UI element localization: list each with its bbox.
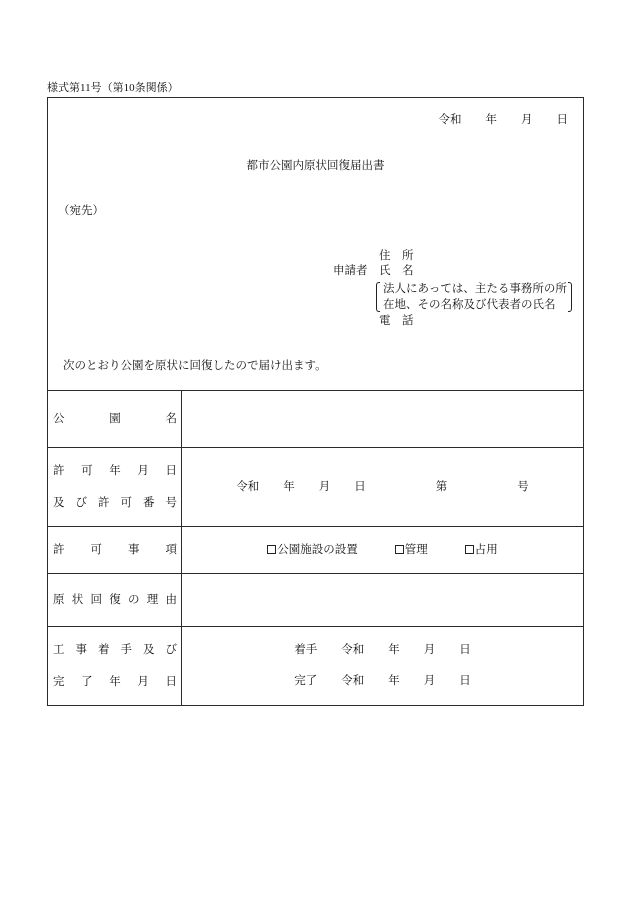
park-name-label-cell xyxy=(48,391,182,447)
construction-label-line-1: 工事着手及び xyxy=(53,644,177,656)
construction-completion-day-label: 日 xyxy=(459,675,471,687)
table-row-permit-matter xyxy=(48,527,583,574)
reason-label: 原状回復の理由 xyxy=(53,594,177,606)
construction-start-month-label: 月 xyxy=(423,644,436,656)
submission-date xyxy=(439,113,569,127)
construction-label-cell xyxy=(48,627,182,705)
construction-completion-year-label: 年 xyxy=(388,675,400,687)
construction-label-line-2: 完了年月日 xyxy=(53,676,177,688)
permit-label-line-1: 許可年月日 xyxy=(53,465,177,477)
construction-completion-label: 完了 xyxy=(294,675,318,687)
permit-number-suffix: 号 xyxy=(517,480,529,493)
date-day-label: 日 xyxy=(556,114,568,126)
checkbox-icon[interactable] xyxy=(395,545,404,554)
date-era: 令和 xyxy=(438,114,462,126)
table-row-permit xyxy=(48,448,583,527)
permit-matter-label-cell xyxy=(48,527,182,573)
option-occupancy xyxy=(465,535,498,566)
construction-start-label: 着手 xyxy=(294,644,318,656)
date-year-label: 年 xyxy=(485,114,497,126)
form-title: 都市公園内原状回復届出書 xyxy=(246,160,385,172)
permit-date-number-line xyxy=(236,472,529,503)
table-row-park-name xyxy=(48,391,583,448)
left-bracket-icon xyxy=(376,282,380,312)
construction-start-day-label: 日 xyxy=(459,644,471,656)
corporate-note xyxy=(383,281,567,313)
reason-label-cell xyxy=(48,574,182,626)
construction-field xyxy=(182,627,583,705)
option-management xyxy=(395,535,428,566)
addressee-label: （宛先） xyxy=(58,205,104,217)
permit-date-day-label: 日 xyxy=(354,480,366,493)
permit-date-era: 令和 xyxy=(236,480,260,493)
applicant-name-label: 氏名 xyxy=(379,265,425,277)
form-frame xyxy=(47,97,584,706)
option-facility-installation xyxy=(267,535,358,566)
checkbox-icon[interactable] xyxy=(465,545,474,554)
permit-matter-options xyxy=(267,535,498,566)
park-name-field xyxy=(182,391,583,447)
permit-date-month-label: 月 xyxy=(318,480,331,493)
permit-label-cell xyxy=(48,448,182,526)
reason-field xyxy=(182,574,583,626)
park-name-label: 公園名 xyxy=(53,413,177,425)
corporate-note-line-1: 法人にあっては、主たる事務所の所 xyxy=(383,283,567,295)
option-occupancy-label: 占用 xyxy=(474,543,498,556)
form-number: 様式第11号（第10条関係） xyxy=(47,82,179,94)
table-row-reason xyxy=(48,574,583,627)
right-bracket-icon xyxy=(568,282,572,312)
construction-completion-line xyxy=(294,666,471,697)
construction-start-line xyxy=(294,635,471,666)
option-management-label: 管理 xyxy=(404,543,428,556)
permit-matter-label: 許可事項 xyxy=(53,544,177,556)
applicant-address-label: 住所 xyxy=(379,250,425,262)
construction-start-year-label: 年 xyxy=(388,644,400,656)
applicant-label: 申請者 xyxy=(333,265,368,277)
construction-completion-era: 令和 xyxy=(341,675,365,687)
permit-number-prefix: 第 xyxy=(435,480,448,493)
option-facility-installation-label: 公園施設の設置 xyxy=(277,543,358,556)
applicant-phone-label: 電話 xyxy=(379,315,425,327)
construction-start-era: 令和 xyxy=(341,644,365,656)
table-row-construction xyxy=(48,627,583,705)
permit-label-line-2: 及び許可番号 xyxy=(53,497,177,509)
date-month-label: 月 xyxy=(521,114,533,126)
permit-matter-field xyxy=(182,527,583,573)
permit-date-year-label: 年 xyxy=(283,480,295,493)
declaration-statement: 次のとおり公園を原状に回復したので届け出ます。 xyxy=(63,360,327,372)
construction-completion-month-label: 月 xyxy=(423,675,436,687)
form-header-section xyxy=(48,98,583,391)
corporate-note-line-2: 在地、その名称及び代表者の氏名 xyxy=(383,299,556,311)
checkbox-icon[interactable] xyxy=(267,545,276,554)
permit-field xyxy=(182,448,583,526)
